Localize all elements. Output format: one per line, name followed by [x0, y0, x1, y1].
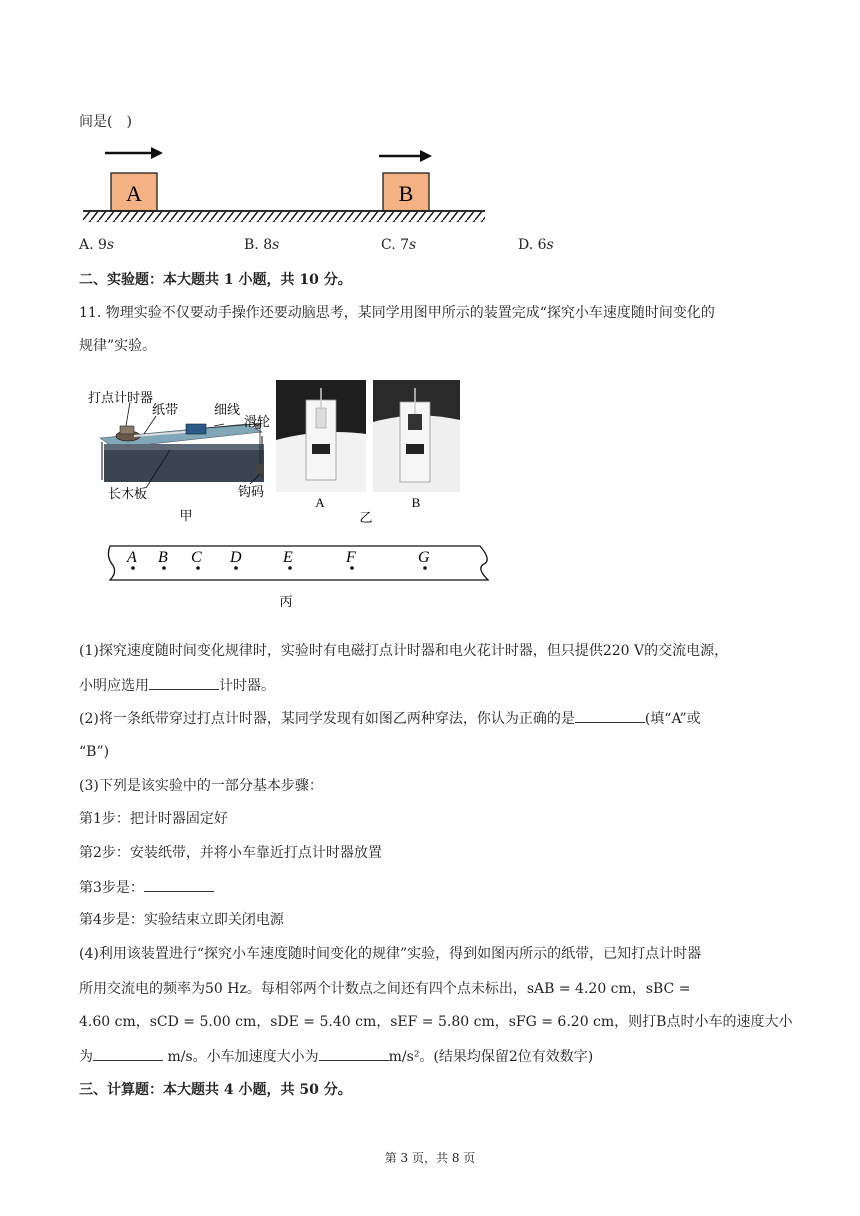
answer-blank-3[interactable]	[144, 877, 214, 892]
tape-points	[126, 549, 430, 566]
block-b-label: B	[398, 181, 414, 206]
label-photo-a: A	[315, 495, 325, 510]
tape-label-c: C	[191, 549, 202, 566]
q11-step-4: 第4步是：实验结束立即关闭电源	[79, 912, 284, 928]
ground-hatch	[83, 212, 485, 222]
tape-dot-f	[350, 566, 354, 570]
caption-bing: 丙	[279, 595, 293, 610]
tape-label-e: E	[283, 549, 293, 566]
answer-blank-1[interactable]	[149, 675, 219, 690]
figure-bing-tape	[100, 538, 500, 628]
q11-stem-line2: 规律”实验。	[79, 338, 157, 354]
label-string: 细线	[214, 403, 241, 418]
label-pulley: 滑轮	[244, 415, 271, 430]
option-a[interactable]: A. 9s	[79, 237, 115, 253]
q11-part1-line2: 小明应选用 计时器。	[79, 675, 275, 696]
option-d[interactable]: D. 6s	[518, 237, 554, 253]
tape-label-d: D	[230, 549, 242, 566]
label-timer: 打点计时器	[88, 391, 154, 406]
label-board: 长木板	[108, 487, 148, 502]
caption-jia: 甲	[179, 509, 193, 524]
q11-stem-line1: 11. 物理实验不仅要动手操作还要动脑思考，某同学用图甲所示的装置完成“探究小车速度随时间变化的	[79, 305, 715, 321]
tape-dot-e	[288, 566, 292, 570]
caption-yi: 乙	[359, 511, 373, 525]
tape-dot-g	[423, 566, 427, 570]
q10-tail: 间是( )	[79, 114, 132, 130]
tape-dot-c	[196, 566, 200, 570]
answer-blank-4[interactable]	[93, 1046, 163, 1061]
q10-figure	[75, 140, 495, 230]
q11-part2-line1: (2)将一条纸带穿过打点计时器，某同学发现有如图乙两种穿法，你认为正确的是 (填“A”或	[79, 708, 701, 729]
option-b[interactable]: B. 8s	[244, 237, 280, 253]
section-3-title: 三、计算题：本大题共 4 小题，共 50 分。	[79, 1082, 352, 1098]
q11-step-3: 第3步是：	[79, 877, 214, 898]
tape-dot-d	[234, 566, 238, 570]
arrow-right-icon	[379, 150, 432, 162]
label-weight: 钩码	[238, 485, 265, 500]
tape-dot-a	[131, 566, 135, 570]
q11-part1-line1: (1)探究速度随时间变化规律时，实验时有电磁打点计时器和电火花计时器，但只提供220 V的交流电源，	[79, 643, 729, 659]
option-c[interactable]: C. 7s	[381, 237, 417, 253]
page-footer: 第 3 页，共 8 页	[384, 1151, 476, 1165]
q11-part2-line2: “B”)	[79, 744, 110, 760]
q11-part4-line1: (4)利用该装置进行“探究小车速度随时间变化的规律”实验，得到如图丙所示的纸带，已知打点计时器	[79, 946, 702, 962]
q11-step-1: 第1步：把计时器固定好	[79, 811, 228, 827]
answer-blank-2[interactable]	[575, 708, 645, 723]
label-photo-b: B	[411, 495, 421, 510]
figure-jia-apparatus	[86, 380, 276, 525]
tape-dot-b	[162, 566, 166, 570]
tape-label-f: F	[346, 549, 356, 566]
tape-label-a: A	[127, 549, 137, 566]
answer-blank-5[interactable]	[319, 1046, 389, 1061]
q11-part3-intro: (3)下列是该实验中的一部分基本步骤：	[79, 778, 323, 794]
tape-label-b: B	[158, 549, 168, 566]
q11-part4-line2: 所用交流电的频率为50 Hz。每相邻两个计数点之间还有四个点未标出，sAB = 4.20 cm，sBC =	[79, 981, 691, 997]
arrow-right-icon	[105, 147, 163, 159]
q11-part4-line3: 4.60 cm，sCD = 5.00 cm，sDE = 5.40 cm，sEF = 5.80 cm，sFG = 6.20 cm，则打B点时小车的速度大小	[79, 1014, 793, 1030]
q11-step-2: 第2步：安装纸带，并将小车靠近打点计时器放置	[79, 845, 382, 861]
q11-part4-line4: 为 m/s。小车加速度大小为 m/s²。(结果均保留2位有效数字)	[79, 1046, 593, 1067]
section-2-title: 二、实验题：本大题共 1 小题，共 10 分。	[79, 272, 352, 288]
figure-yi-photos	[276, 380, 460, 525]
tape-label-g: G	[418, 549, 430, 566]
label-tape: 纸带	[152, 403, 179, 418]
block-a-label: A	[126, 181, 142, 206]
